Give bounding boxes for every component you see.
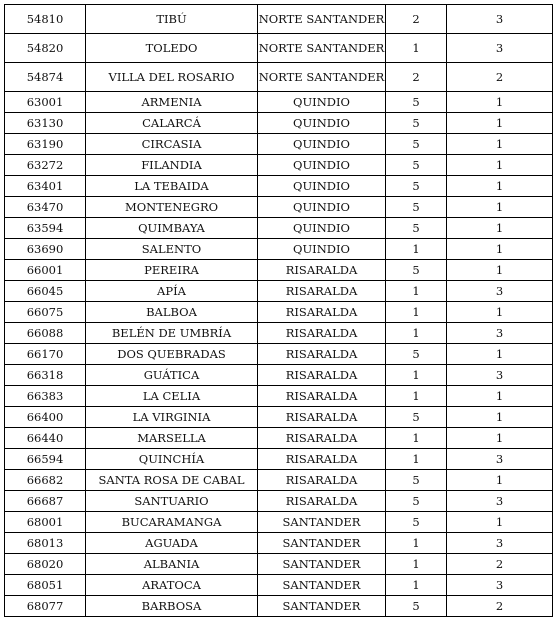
cell-departamento: RISARALDA [258,260,386,281]
table-row [5,596,553,617]
cell-value-1: 5 [386,512,447,533]
cell-value-2: 3 [447,5,553,34]
cell-code: 63001 [5,92,86,113]
cell-departamento: RISARALDA [258,470,386,491]
cell-code: 66687 [5,491,86,512]
cell-municipio: BUCARAMANGA [86,512,258,533]
cell-value-1: 1 [386,239,447,260]
cell-value-2: 1 [447,260,553,281]
cell-value-1: 5 [386,155,447,176]
table-row [5,365,553,386]
table-row [5,428,553,449]
table-body [5,5,553,617]
cell-value-2: 1 [447,428,553,449]
cell-departamento: NORTE SANTANDER [258,63,386,92]
cell-code: 68013 [5,533,86,554]
cell-municipio: ARATOCA [86,575,258,596]
cell-value-2: 1 [447,386,553,407]
cell-departamento: QUINDIO [258,197,386,218]
cell-municipio: BARBOSA [86,596,258,617]
cell-departamento: SANTANDER [258,596,386,617]
cell-value-1: 5 [386,470,447,491]
table-row [5,470,553,491]
cell-municipio: GUÁTICA [86,365,258,386]
cell-code: 66682 [5,470,86,491]
cell-code: 66440 [5,428,86,449]
table-row [5,63,553,92]
cell-departamento: QUINDIO [258,155,386,176]
cell-departamento: RISARALDA [258,281,386,302]
cell-value-2: 1 [447,239,553,260]
cell-municipio: AGUADA [86,533,258,554]
cell-value-1: 5 [386,197,447,218]
cell-code: 66594 [5,449,86,470]
cell-value-1: 1 [386,386,447,407]
table-row [5,449,553,470]
cell-value-1: 1 [386,554,447,575]
cell-municipio: ALBANIA [86,554,258,575]
cell-municipio: ARMENIA [86,92,258,113]
cell-value-1: 5 [386,176,447,197]
cell-departamento: SANTANDER [258,554,386,575]
table-row [5,34,553,63]
cell-value-1: 1 [386,449,447,470]
cell-code: 54820 [5,34,86,63]
table-row [5,155,553,176]
cell-value-1: 1 [386,428,447,449]
cell-municipio: SALENTO [86,239,258,260]
cell-municipio: CALARCÁ [86,113,258,134]
cell-value-2: 1 [447,176,553,197]
cell-code: 66383 [5,386,86,407]
cell-value-2: 2 [447,596,553,617]
cell-value-1: 5 [386,344,447,365]
municipality-table [4,4,553,617]
cell-municipio: VILLA DEL ROSARIO [86,63,258,92]
cell-code: 63272 [5,155,86,176]
table-row [5,533,553,554]
cell-value-1: 2 [386,5,447,34]
table-row [5,344,553,365]
cell-value-2: 1 [447,197,553,218]
cell-departamento: RISARALDA [258,407,386,428]
cell-value-2: 3 [447,34,553,63]
cell-code: 68020 [5,554,86,575]
table-row [5,260,553,281]
cell-municipio: QUIMBAYA [86,218,258,239]
cell-value-1: 1 [386,533,447,554]
cell-value-2: 1 [447,512,553,533]
cell-value-1: 1 [386,323,447,344]
cell-code: 63594 [5,218,86,239]
cell-departamento: QUINDIO [258,218,386,239]
cell-value-1: 1 [386,34,447,63]
cell-departamento: QUINDIO [258,113,386,134]
cell-municipio: DOS QUEBRADAS [86,344,258,365]
cell-value-2: 3 [447,323,553,344]
cell-value-1: 5 [386,92,447,113]
cell-municipio: LA TEBAIDA [86,176,258,197]
cell-departamento: SANTANDER [258,575,386,596]
cell-value-2: 3 [447,575,553,596]
cell-municipio: SANTUARIO [86,491,258,512]
cell-value-2: 1 [447,92,553,113]
cell-code: 63401 [5,176,86,197]
table-row [5,176,553,197]
cell-code: 66400 [5,407,86,428]
cell-value-1: 5 [386,260,447,281]
cell-value-2: 3 [447,491,553,512]
cell-value-1: 1 [386,365,447,386]
table-row [5,386,553,407]
table-row [5,92,553,113]
cell-value-2: 1 [447,470,553,491]
cell-departamento: QUINDIO [258,134,386,155]
cell-code: 68051 [5,575,86,596]
cell-municipio: LA CELIA [86,386,258,407]
cell-value-2: 1 [447,134,553,155]
cell-code: 68001 [5,512,86,533]
cell-departamento: RISARALDA [258,428,386,449]
cell-code: 68077 [5,596,86,617]
table-row [5,218,553,239]
cell-code: 54874 [5,63,86,92]
cell-code: 54810 [5,5,86,34]
table-row [5,134,553,155]
cell-value-2: 1 [447,344,553,365]
cell-departamento: RISARALDA [258,323,386,344]
cell-departamento: RISARALDA [258,365,386,386]
cell-code: 66001 [5,260,86,281]
cell-municipio: TOLEDO [86,34,258,63]
table-row [5,5,553,34]
cell-departamento: RISARALDA [258,386,386,407]
cell-value-2: 1 [447,155,553,176]
table-row [5,197,553,218]
cell-code: 63470 [5,197,86,218]
cell-code: 66170 [5,344,86,365]
table-row [5,575,553,596]
cell-municipio: APÍA [86,281,258,302]
cell-departamento: RISARALDA [258,302,386,323]
cell-value-1: 5 [386,113,447,134]
cell-value-1: 5 [386,134,447,155]
cell-municipio: TIBÚ [86,5,258,34]
cell-code: 63690 [5,239,86,260]
cell-value-2: 3 [447,449,553,470]
cell-value-1: 1 [386,281,447,302]
cell-value-2: 2 [447,63,553,92]
cell-code: 66318 [5,365,86,386]
cell-departamento: NORTE SANTANDER [258,34,386,63]
cell-municipio: SANTA ROSA DE CABAL [86,470,258,491]
cell-municipio: MONTENEGRO [86,197,258,218]
cell-departamento: QUINDIO [258,92,386,113]
cell-value-1: 5 [386,491,447,512]
cell-departamento: SANTANDER [258,533,386,554]
cell-departamento: RISARALDA [258,449,386,470]
cell-value-2: 3 [447,533,553,554]
cell-municipio: QUINCHÍA [86,449,258,470]
cell-departamento: QUINDIO [258,239,386,260]
cell-code: 66088 [5,323,86,344]
cell-municipio: FILANDIA [86,155,258,176]
cell-value-2: 1 [447,302,553,323]
cell-departamento: RISARALDA [258,344,386,365]
table-row [5,239,553,260]
cell-value-2: 1 [447,113,553,134]
cell-value-2: 1 [447,407,553,428]
cell-municipio: PEREIRA [86,260,258,281]
table-row [5,113,553,134]
table-row [5,512,553,533]
cell-value-1: 1 [386,575,447,596]
cell-code: 66075 [5,302,86,323]
table-row [5,323,553,344]
table-row [5,554,553,575]
cell-code: 66045 [5,281,86,302]
cell-departamento: RISARALDA [258,491,386,512]
cell-value-2: 2 [447,554,553,575]
cell-value-2: 3 [447,365,553,386]
cell-departamento: SANTANDER [258,512,386,533]
cell-departamento: NORTE SANTANDER [258,5,386,34]
cell-value-1: 2 [386,63,447,92]
cell-code: 63190 [5,134,86,155]
cell-value-1: 5 [386,596,447,617]
table-row [5,491,553,512]
cell-departamento: QUINDIO [258,176,386,197]
cell-value-2: 3 [447,281,553,302]
cell-municipio: MARSELLA [86,428,258,449]
table-row [5,302,553,323]
cell-municipio: LA VIRGINIA [86,407,258,428]
cell-value-1: 5 [386,407,447,428]
cell-municipio: BELÉN DE UMBRÍA [86,323,258,344]
cell-municipio: BALBOA [86,302,258,323]
cell-value-1: 1 [386,302,447,323]
cell-municipio: CIRCASIA [86,134,258,155]
cell-value-1: 5 [386,218,447,239]
table-row [5,281,553,302]
table-row [5,407,553,428]
cell-code: 63130 [5,113,86,134]
cell-value-2: 1 [447,218,553,239]
